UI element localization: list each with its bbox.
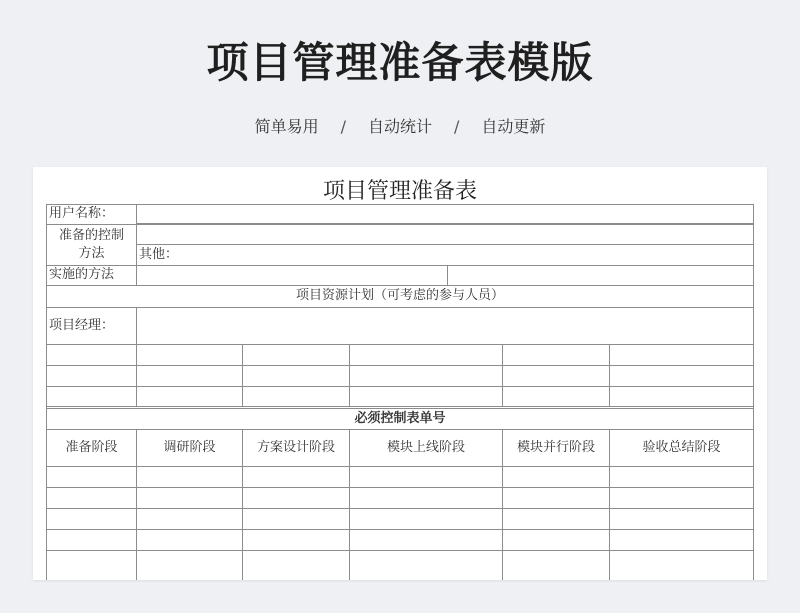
tag-separator: / [454, 117, 460, 136]
sheet-title: 项目管理准备表 [322, 179, 477, 204]
resource-plan-header: 项目资源计划（可考虑的参与人员） [295, 288, 504, 303]
user-name-label: 用户名称： [49, 206, 115, 221]
control-form-header: 必须控制表单号 [354, 411, 446, 426]
phase-header: 方案设计阶段 [256, 440, 335, 455]
phase-header: 验收总结阶段 [642, 440, 721, 455]
phase-header: 模块上线阶段 [386, 440, 465, 455]
phase-header: 调研阶段 [163, 440, 216, 455]
project-manager-label: 项目经理： [49, 318, 115, 333]
phase-header: 模块并行阶段 [516, 440, 595, 455]
phase-header: 准备阶段 [65, 440, 118, 455]
tag-separator: / [340, 117, 346, 136]
spreadsheet-preview [33, 167, 767, 580]
prep-method-label: 准备的控制 [58, 228, 124, 243]
prep-method-label-line2: 方法 [78, 246, 105, 261]
table-grid [33, 167, 767, 580]
feature-tags [0, 114, 800, 137]
tag-easy: 简单易用 [254, 117, 319, 136]
other-label: 其他： [139, 247, 179, 262]
impl-method-label: 实施的方法 [49, 267, 115, 282]
page-title: 项目管理准备表模版 [206, 38, 594, 87]
tag-auto-stats: 自动统计 [367, 117, 432, 136]
tag-auto-update: 自动更新 [481, 117, 546, 136]
